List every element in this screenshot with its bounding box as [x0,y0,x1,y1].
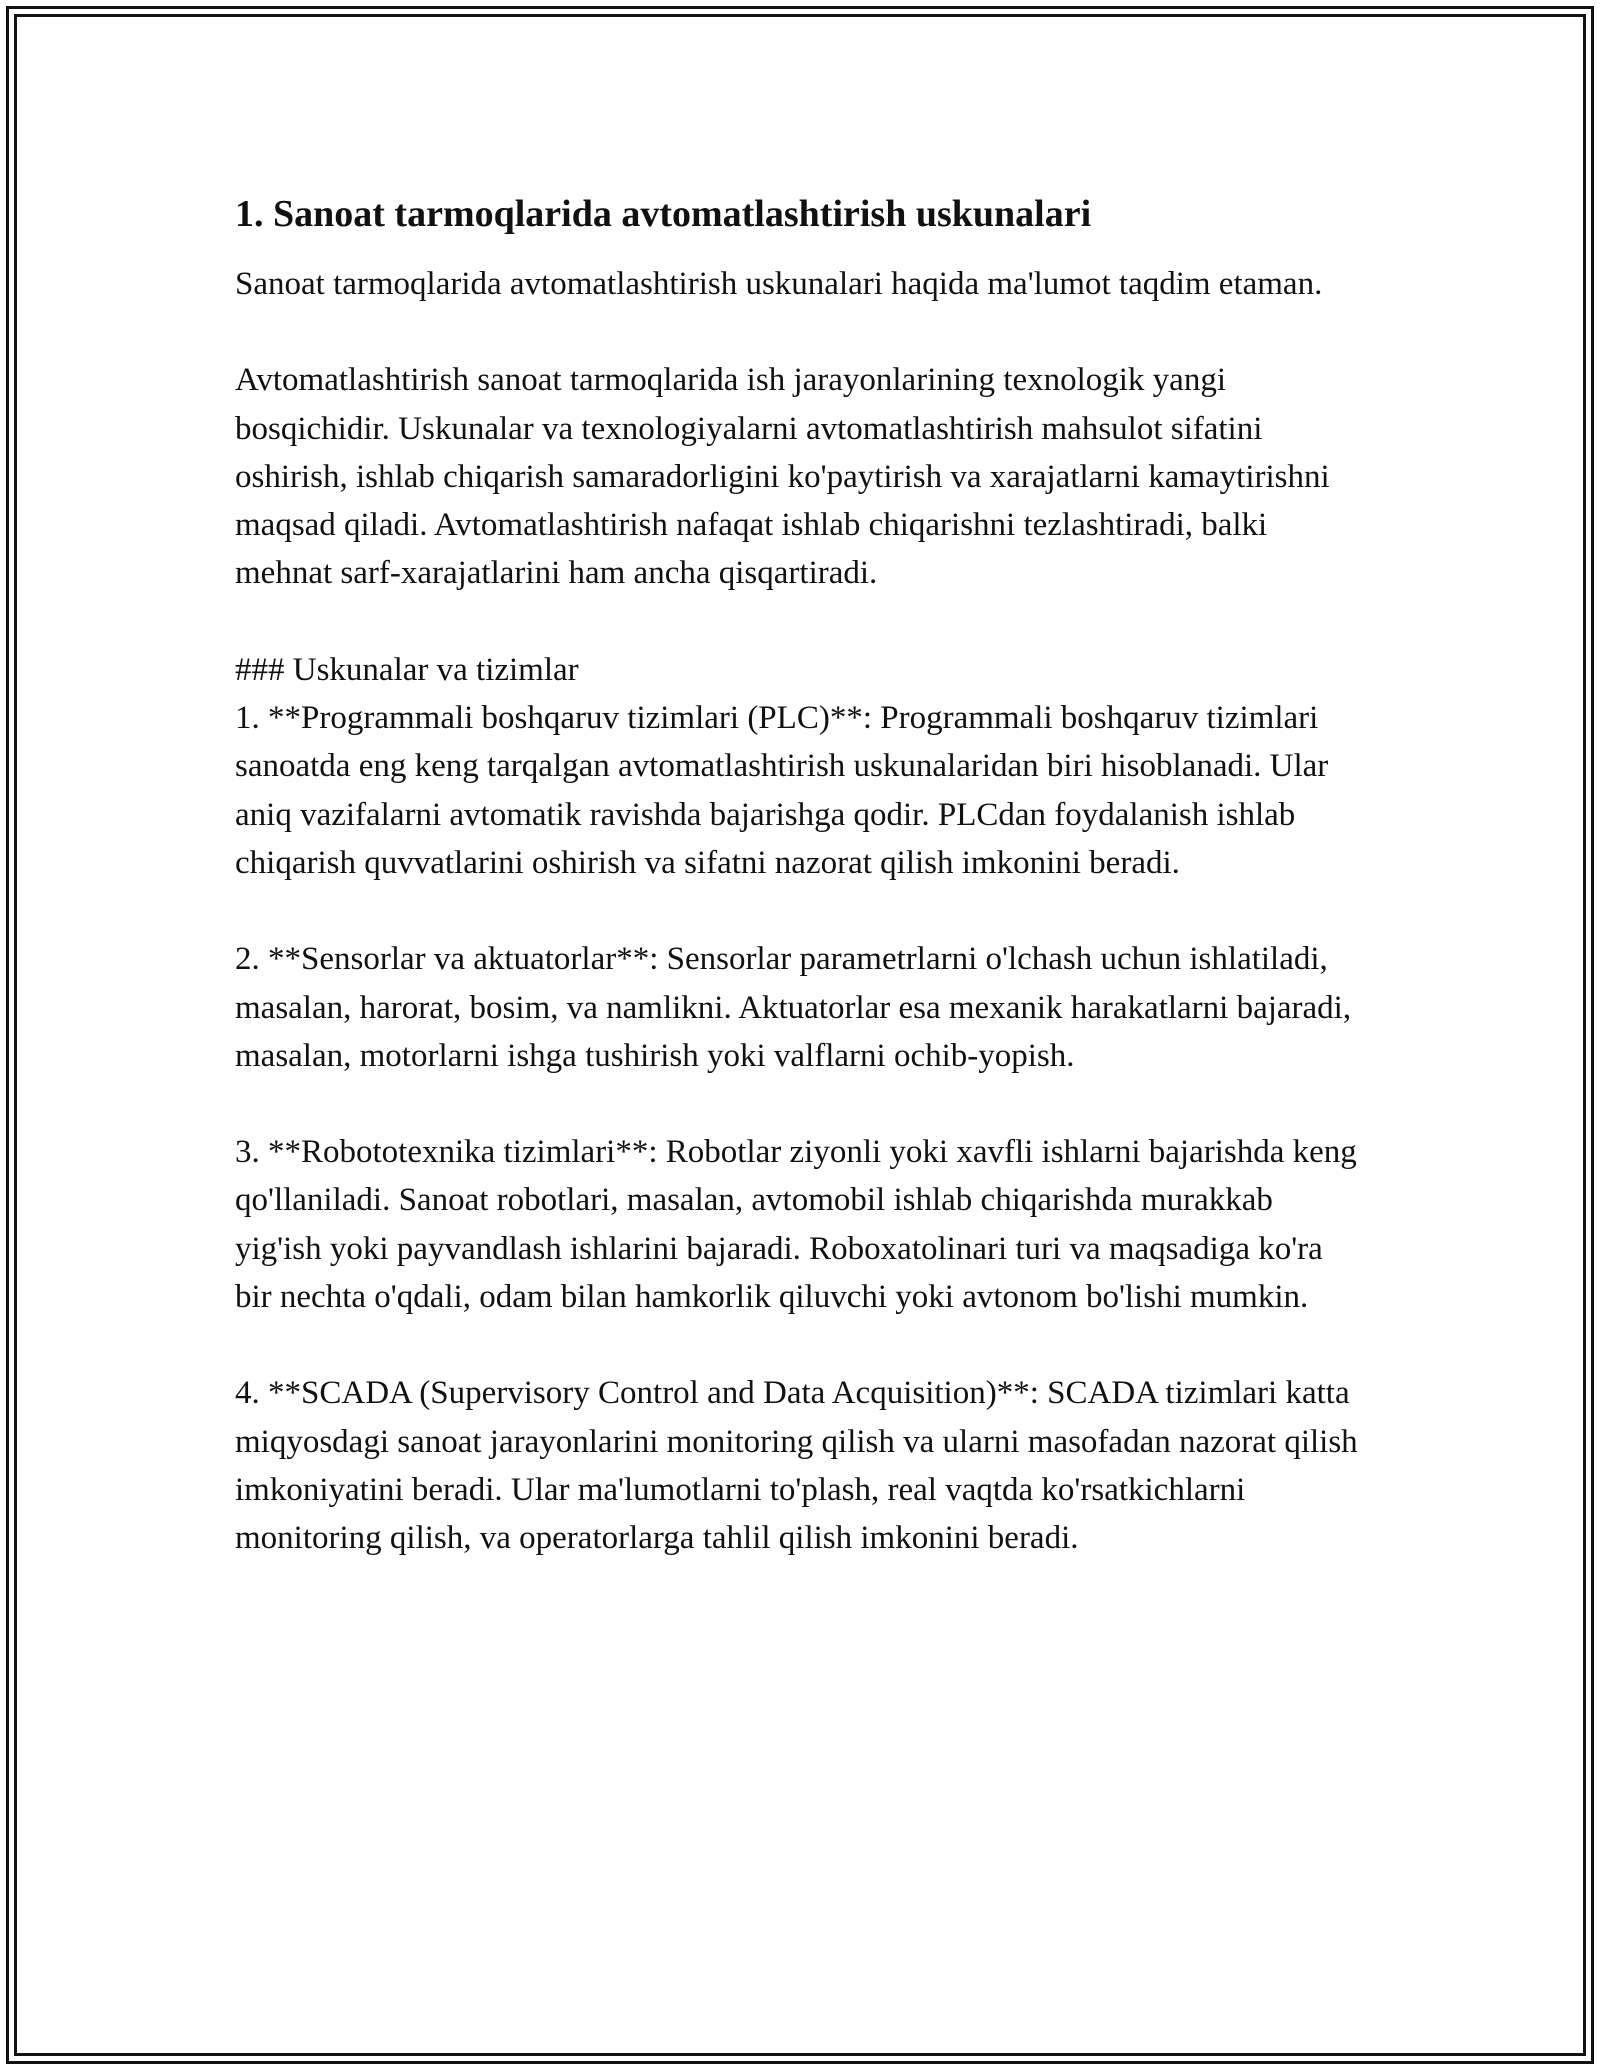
list-item-scada: 4. **SCADA (Supervisory Control and Data Acquisition)**: SCADA tizimlari katta miqyosdagi sanoat jarayonlarini monitoring qilish va ularni masofadan nazorat qilish imkoniyatini beradi. Ular ma'lumotlarni to'plash, real vaqtda ko'rsatkichlarni monitoring qilish, va operatorlarga tahlil qilish imkonini beradi. [235,1375,1358,1557]
document-title: 1. Sanoat tarmoqlarida avtomatlashtirish uskunalari [235,193,1092,235]
intro-paragraph: Sanoat tarmoqlarida avtomatlashtirish uskunalari haqida ma'lumot taqdim etaman. [235,266,1323,302]
document-body [235,188,1365,1611]
list-item-sensors: 2. **Sensorlar va aktuatorlar**: Sensorlar parametrlarni o'lchash uchun ishlatiladi, masalan, harorat, bosim, va namlikni. Aktuatorlar esa mexanik harakatlarni bajaradi, masalan, motorlarni ishga tushirish yoki valflarni ochib-yopish. [235,941,1352,1074]
section-heading: ### Uskunalar va tizimlar [235,651,579,688]
list-item-plc: 1. **Programmali boshqaruv tizimlari (PLC)**: Programmali boshqaruv tizimlari sanoatda eng keng tarqalgan avtomatlashtirish uskunalaridan biri hisoblanadi. Ular aniq vazifalarni avtomatik ravishda bajarishga qodir. PLCdan foydalanish ishlab chiqarish quvvatlarini oshirish va sifatni nazorat qilish imkonini beradi. [235,700,1329,881]
overview-paragraph: Avtomatlashtirish sanoat tarmoqlarida ish jarayonlarining texnologik yangi bosqichidir. Uskunalar va texnologiyalarni avtomatlashtirish mahsulot sifatini oshirish, ishlab chiqarish samaradorligini ko'paytirish va xarajatlarni kamaytirishni maqsad qiladi. Avtomatlashtirish nafaqat ishlab chiqarishni tezlashtiradi, balki mehnat sarf-xarajatlarini ham ancha qisqartiradi. [235,362,1330,592]
list-item-robotics: 3. **Robototexnika tizimlari**: Robotlar ziyonli yoki xavfli ishlarni bajarishda keng qo'llaniladi. Sanoat robotlari, masalan, avtomobil ishlab chiqarishda murakkab yig'ish yoki payvandlash ishlarini bajaradi. Roboxatolinari turi va maqsadiga ko'ra bir nechta o'qdali, odam bilan hamkorlik qiluvchi yoki avtonom bo'lishi mumkin. [235,1134,1357,1316]
